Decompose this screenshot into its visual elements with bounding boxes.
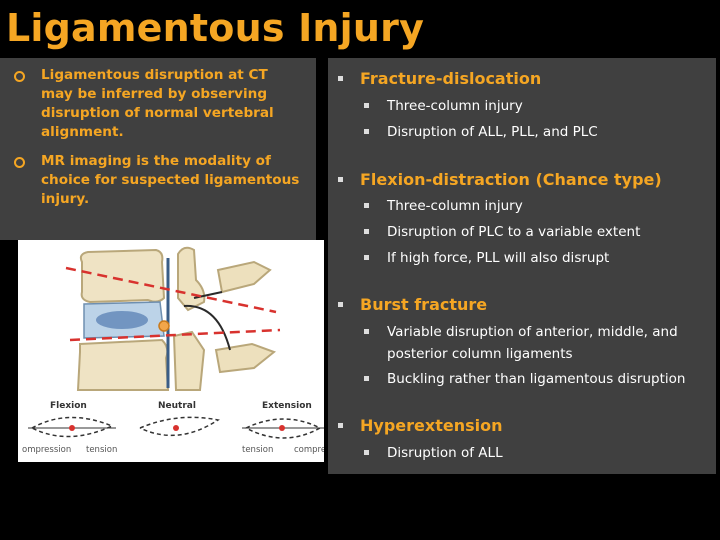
list-item: Three-column injury: [364, 195, 710, 217]
ring-bullet-icon: [14, 157, 25, 168]
compression-left-label: ompression: [22, 445, 72, 455]
square-bullet-icon: [338, 76, 343, 81]
section-heading-burst-fracture: Burst fracture: [338, 295, 487, 314]
list-item: Disruption of ALL, PLL, and PLC: [364, 121, 710, 143]
left-bullet-item: Ligamentous disruption at CT may be inferred by observing disruption of normal vertebral alignment.: [14, 66, 304, 142]
square-bullet-icon: [364, 203, 369, 208]
ring-bullet-icon: [14, 71, 25, 82]
section-heading-flexion-distraction: Flexion-distraction (Chance type): [338, 170, 662, 189]
tension-left-label: tension: [86, 445, 118, 455]
list-item: Variable disruption of anterior, middle, and posterior column ligaments: [364, 321, 710, 365]
square-bullet-icon: [364, 450, 369, 455]
square-bullet-icon: [364, 229, 369, 234]
list-item: Disruption of ALL: [364, 442, 710, 464]
section-heading-hyperextension: Hyperextension: [338, 416, 502, 435]
left-bullet-panel: [0, 58, 316, 240]
compression-right-label: compre: [294, 445, 324, 455]
tension-right-label: tension: [242, 445, 274, 455]
list-item: Disruption of PLC to a variable extent: [364, 221, 710, 243]
section-heading-fracture-dislocation: Fracture-dislocation: [338, 69, 541, 88]
square-bullet-icon: [364, 103, 369, 108]
square-bullet-icon: [364, 376, 369, 381]
list-item: Buckling rather than ligamentous disruption: [364, 368, 710, 390]
square-bullet-icon: [364, 129, 369, 134]
list-item: If high force, PLL will also disrupt: [364, 247, 710, 269]
square-bullet-icon: [338, 302, 343, 307]
left-bullet-item: MR imaging is the modality of choice for suspected ligamentous injury.: [14, 152, 304, 209]
neutral-label: Neutral: [158, 401, 196, 411]
extension-label: Extension: [262, 401, 312, 411]
square-bullet-icon: [364, 329, 369, 334]
spine-diagram: [18, 240, 324, 462]
flexion-label: Flexion: [50, 401, 87, 411]
square-bullet-icon: [364, 255, 369, 260]
square-bullet-icon: [338, 423, 343, 428]
spine-diagram-figure: [18, 240, 324, 462]
slide-title: Ligamentous Injury: [6, 6, 425, 50]
square-bullet-icon: [338, 177, 343, 182]
right-bullet-panel: [328, 58, 716, 474]
list-item: Three-column injury: [364, 95, 710, 117]
